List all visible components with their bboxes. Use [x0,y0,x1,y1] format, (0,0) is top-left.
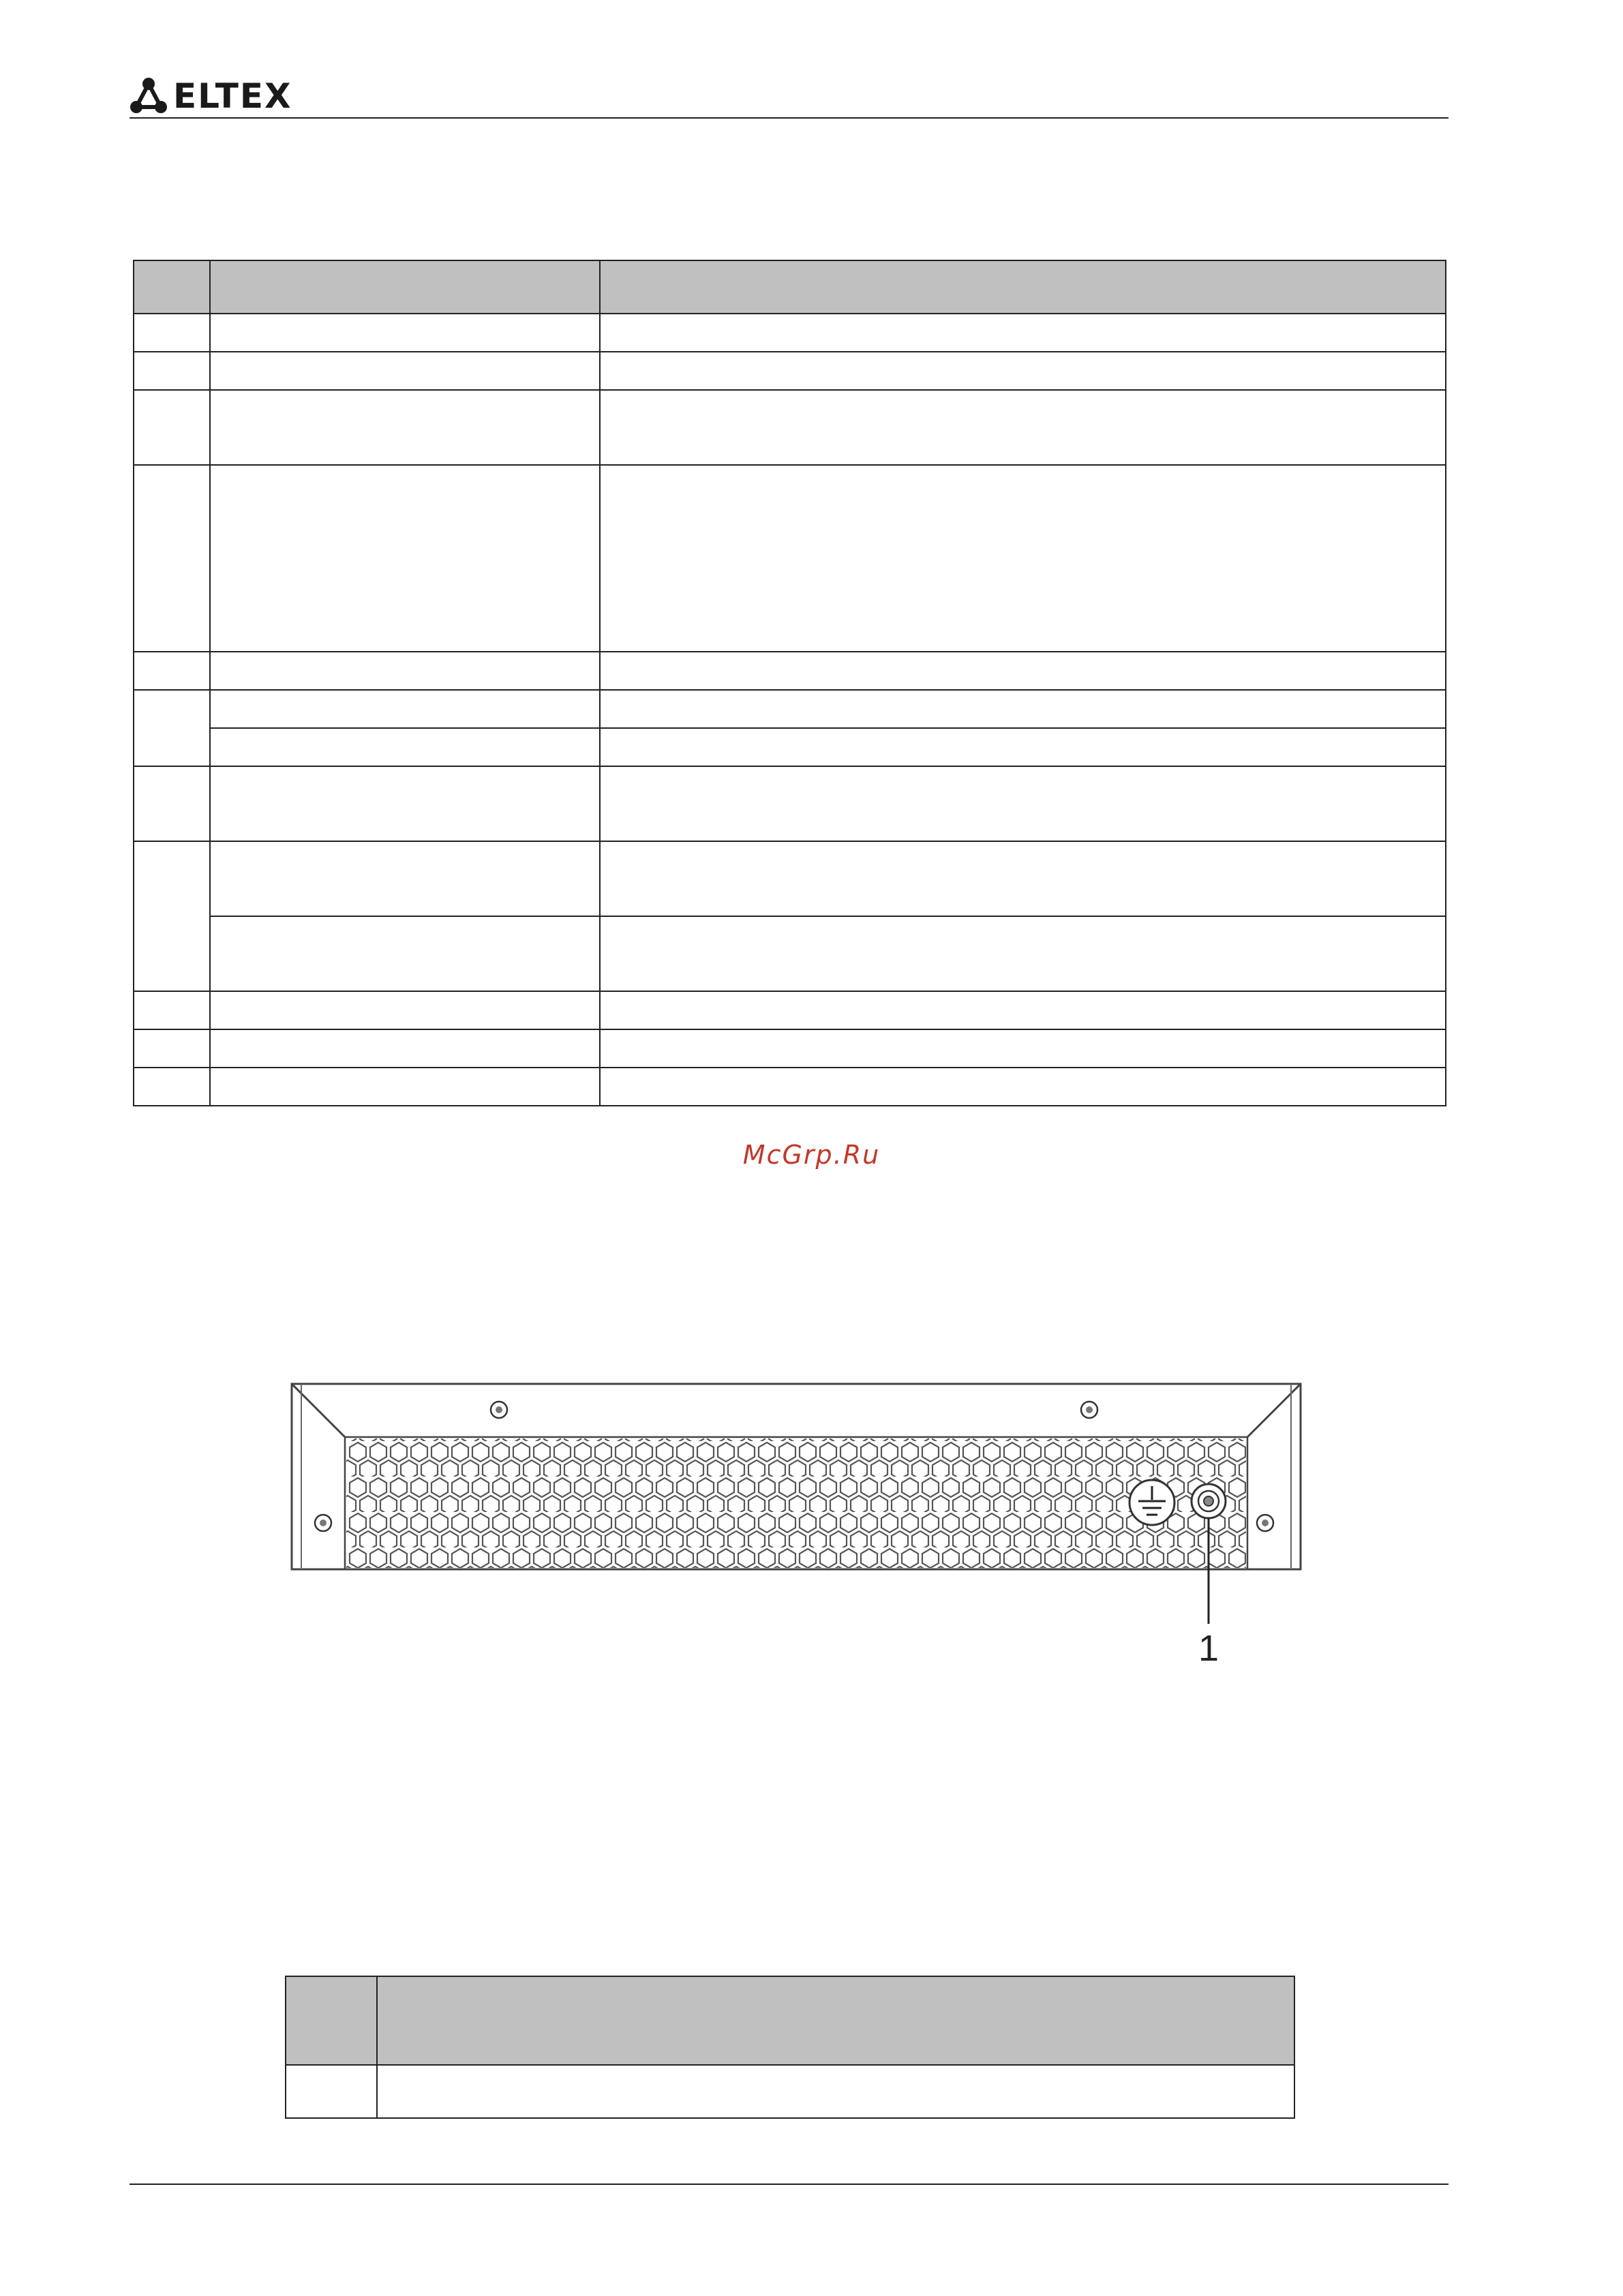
eltex-logo-icon [130,77,168,115]
header-cell [286,1976,377,2065]
screw-icon [315,1515,331,1531]
table-cell [134,352,210,390]
table-row [134,841,1446,916]
device-rear-panel-figure [286,1370,1309,1684]
table-cell [600,465,1446,652]
table-cell [600,916,1446,991]
table-cell [600,390,1446,465]
table-cell [600,1029,1446,1068]
table-row [134,916,1446,991]
table-cell [210,916,600,991]
table-row [134,1029,1446,1068]
table-cell [134,1029,210,1068]
table-cell [210,690,600,728]
table-cell [600,766,1446,841]
table-cell [600,1068,1446,1106]
table-cell [210,841,600,916]
table-cell [210,991,600,1029]
table-cell [134,690,210,766]
table-cell [210,728,600,766]
screw-icon [1257,1515,1273,1531]
screw-icon [491,1402,507,1418]
table-cell [210,652,600,690]
table-row [134,728,1446,766]
table-row [134,314,1446,352]
header-cell [134,260,210,314]
table-cell [377,2065,1294,2118]
table-cell [600,728,1446,766]
table-cell [210,314,600,352]
table-cell [210,352,600,390]
table-cell [134,1068,210,1106]
table-cell [210,766,600,841]
table-cell [600,841,1446,916]
table-row [134,991,1446,1029]
table-cell [134,465,210,652]
ground-table [285,1976,1295,2119]
eltex-logo [130,74,292,119]
table-cell [134,766,210,841]
header-cell [600,260,1446,314]
table-cell [600,352,1446,390]
table-row [134,1068,1446,1106]
footer-rule [130,2184,1448,2185]
table-header-row [134,260,1446,314]
table-row [134,390,1446,465]
table-row [134,352,1446,390]
ground-terminal-icon [1192,1484,1226,1518]
table-cell [210,1029,600,1068]
indicator-table [133,260,1446,1106]
table-row [134,766,1446,841]
table-cell [600,991,1446,1029]
table-row [286,2065,1294,2118]
table-cell [210,390,600,465]
logo-text: ELTEX [173,76,292,116]
table-cell [134,652,210,690]
table-cell [210,465,600,652]
header-rule [130,117,1448,119]
table-row [134,465,1446,652]
table-header-row [286,1976,1294,2065]
table-cell [600,690,1446,728]
ground-label [1129,1480,1174,1525]
header-cell [377,1976,1294,2065]
table-row [134,690,1446,728]
table-cell [134,390,210,465]
table-cell [600,314,1446,352]
callout-label: 1 [1198,1628,1219,1669]
table-cell [286,2065,377,2118]
page-header [130,74,1448,119]
ventilation-grille [346,1438,1246,1568]
table-row [134,652,1446,690]
screw-icon [1081,1402,1097,1418]
table-cell [210,1068,600,1106]
header-cell [210,260,600,314]
table-cell [134,841,210,991]
table-cell [134,314,210,352]
table-cell [134,991,210,1029]
table-cell [600,652,1446,690]
watermark-text: McGrp.Ru [742,1140,881,1170]
